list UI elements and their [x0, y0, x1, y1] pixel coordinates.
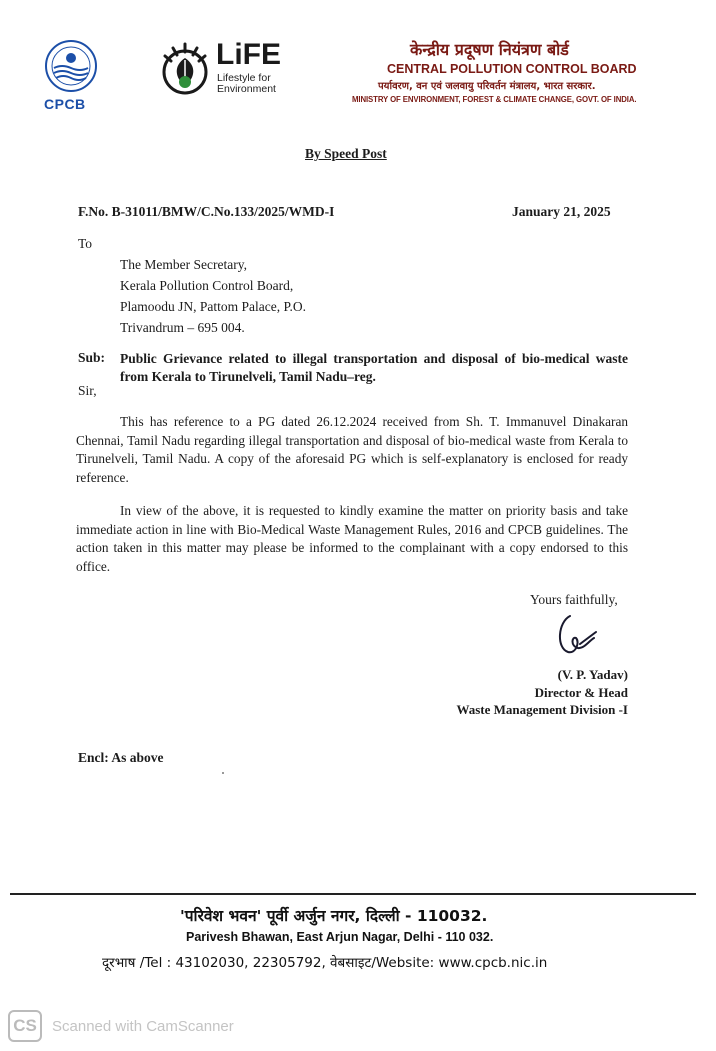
closing: Yours faithfully, [530, 592, 618, 607]
signatory-title: Director & Head [534, 684, 628, 700]
letter-date: January 21, 2025 [512, 204, 611, 219]
life-leaf-icon [155, 38, 215, 98]
signatory-division: Waste Management Division -I [456, 702, 628, 717]
body-paragraph-1 [76, 413, 628, 487]
address-line: Trivandrum – 695 004. [120, 320, 245, 335]
camscanner-watermark: Scanned with CamScanner [52, 1018, 234, 1035]
footer-divider [10, 893, 696, 895]
org-name-hindi: केन्द्रीय प्रदूषण नियंत्रण बोर्ड [410, 40, 569, 59]
subject-label: Sub: [78, 350, 106, 365]
paragraph-text: This has reference to a PG dated 26.12.2024 received from Sh. T. Immanuvel Dinakaran Chennai, Tamil Nadu regarding illegal transportation and disposal of bio-medical waste from Kerala to Tirunelveli, Tamil Nadu. A copy of the aforesaid PG which is self-explanatory is enclosed for ready reference. [76, 414, 628, 485]
signature [550, 608, 602, 666]
ministry-english: MINISTRY OF ENVIRONMENT, FOREST & CLIMATE CHANGE, GOVT. OF INDIA. [352, 95, 637, 104]
body-paragraph-2 [76, 502, 628, 576]
signatory-name: (V. P. Yadav) [557, 667, 628, 682]
salutation: Sir, [78, 383, 97, 398]
dispatch-mode: By Speed Post [305, 146, 387, 161]
recipient-address [120, 254, 306, 338]
to-label: To [78, 236, 93, 251]
camscanner-icon: CS [8, 1010, 42, 1042]
signatory-block [456, 666, 628, 719]
life-title: LiFE [216, 38, 281, 71]
address-line: Plamoodu JN, Pattom Palace, P.O. [120, 299, 306, 314]
org-name-english: CENTRAL POLLUTION CONTROL BOARD [387, 62, 637, 76]
scan-speck [222, 772, 224, 774]
footer-contact: दूरभाष /Tel : 43102030, 22305792, वेबसाइट/Website: www.cpcb.nic.in [102, 955, 548, 971]
ministry-hindi: पर्यावरण, वन एवं जलवायु परिवर्तन मंत्रालय, भारत सरकार. [378, 81, 596, 92]
paragraph-text: In view of the above, it is requested to kindly examine the matter on priority basis and take immediate action in line with Bio-Medical Waste Management Rules, 2016 and CPCB guidelines. The action taken in this matter may please be informed to the complainant with a copy endorsed to this office. [76, 503, 628, 574]
subject-text: Public Grievance related to illegal transportation and disposal of bio-medical waste from Kerala to Tirunelveli, Tamil Nadu–reg. [120, 351, 628, 384]
cpcb-abbreviation: CPCB [44, 96, 86, 112]
file-number: F.No. B-31011/BMW/C.No.133/2025/WMD-I [78, 204, 335, 219]
enclosure: Encl: As above [78, 750, 164, 765]
address-line: The Member Secretary, [120, 257, 247, 272]
footer-address-hindi: 'परिवेश भवन' पूर्वी अर्जुन नगर, दिल्ली - 110032. [180, 907, 488, 925]
footer-address-english: Parivesh Bhawan, East Arjun Nagar, Delhi - 110 032. [186, 930, 494, 944]
life-tagline: Lifestyle for Environment [217, 72, 276, 95]
address-line: Kerala Pollution Control Board, [120, 278, 294, 293]
